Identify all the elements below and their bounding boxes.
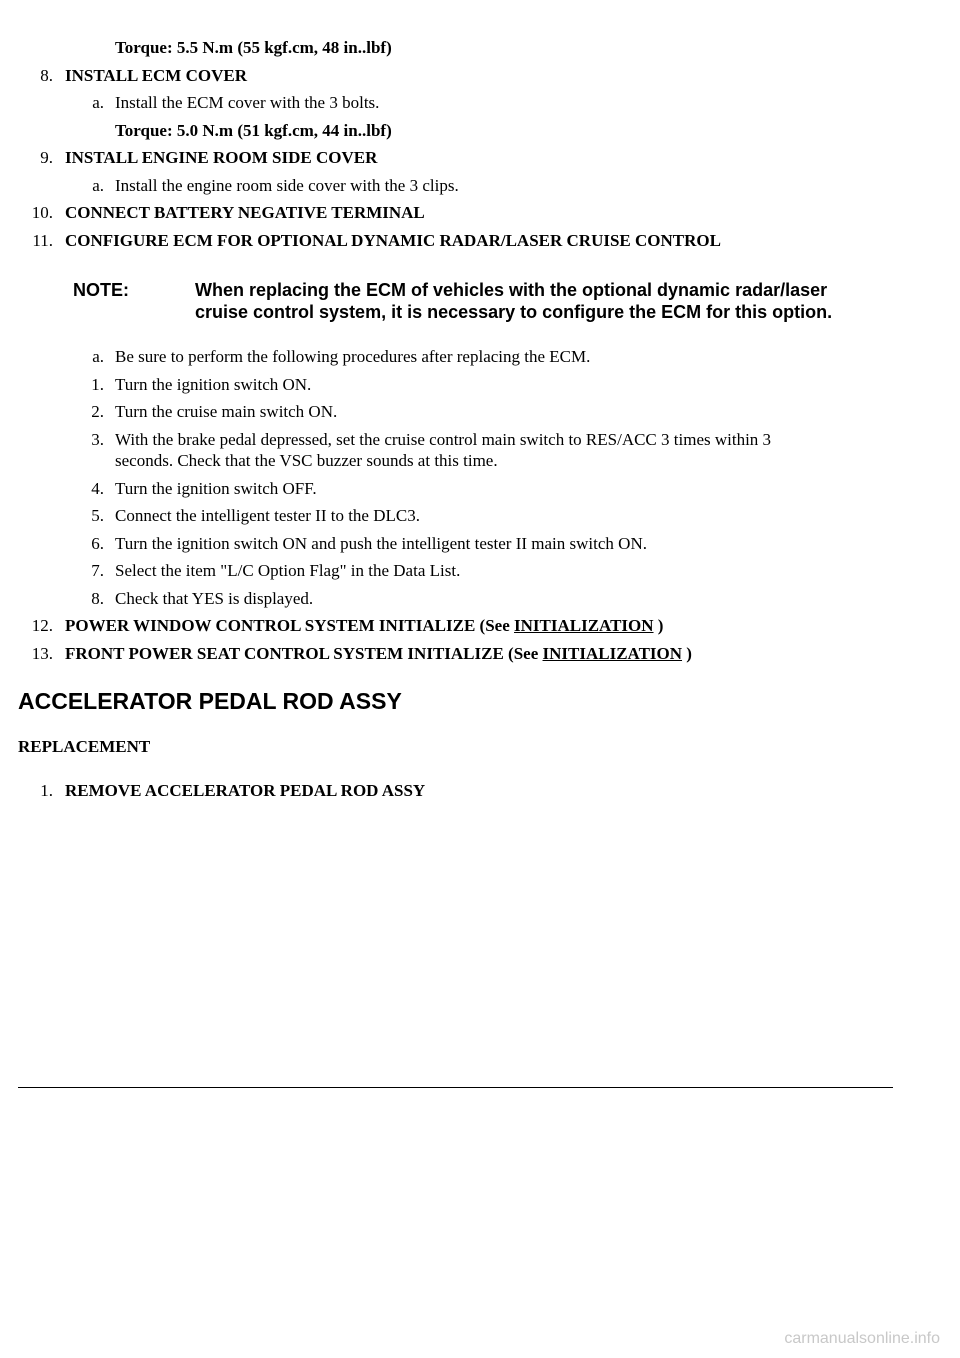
- substep-text-1: Turn the ignition switch ON.: [115, 375, 312, 394]
- substep-number-6: 6.: [91, 534, 104, 553]
- substep-number-7: 7.: [91, 561, 104, 580]
- step-13-suffix: ): [682, 644, 692, 663]
- substep-text-11a: Be sure to perform the following procedures after replacing the ECM.: [115, 347, 591, 366]
- substep-text-8a: Install the ECM cover with the 3 bolts.: [115, 93, 380, 112]
- substep-text-3: With the brake pedal depressed, set the cruise control main switch to RES/ACC 3 times within 3: [115, 430, 772, 449]
- note-label: NOTE:: [73, 280, 129, 300]
- step-number-8: 8.: [40, 66, 53, 85]
- torque-spec-5-5: Torque: 5.5 N.m (55 kgf.cm, 48 in..lbf): [115, 38, 392, 57]
- substep-number-3: 3.: [91, 430, 104, 449]
- section-subtitle: REPLACEMENT: [18, 737, 151, 756]
- section-title: ACCELERATOR PEDAL ROD ASSY: [18, 688, 402, 714]
- substep-text-6: Turn the ignition switch ON and push the intelligent tester II main switch ON.: [115, 534, 647, 553]
- step-heading-install-engine-room-side-cover: INSTALL ENGINE ROOM SIDE COVER: [65, 148, 378, 167]
- substep-letter-9a: a.: [92, 176, 104, 195]
- step-number-12: 12.: [31, 616, 53, 635]
- initialization-link-power-seat[interactable]: INITIALIZATION: [542, 644, 683, 663]
- step-number-13: 13.: [31, 644, 53, 663]
- step-number-1: 1.: [40, 781, 53, 800]
- step-13-prefix: FRONT POWER SEAT CONTROL SYSTEM INITIALIZE (See: [65, 644, 543, 663]
- watermark: carmanualsonline.info: [784, 1330, 940, 1347]
- substep-text-4: Turn the ignition switch OFF.: [115, 479, 317, 498]
- substep-number-1: 1.: [91, 375, 104, 394]
- initialization-link-power-window[interactable]: INITIALIZATION: [514, 616, 654, 635]
- step-heading-power-window: [65, 616, 663, 636]
- substep-number-5: 5.: [91, 506, 104, 525]
- torque-spec-5-0: Torque: 5.0 N.m (51 kgf.cm, 44 in..lbf): [115, 121, 392, 140]
- step-number-9: 9.: [40, 148, 53, 167]
- step-12-suffix: ): [653, 616, 664, 635]
- substep-number-4: 4.: [91, 479, 104, 498]
- step-12-prefix: POWER WINDOW CONTROL SYSTEM INITIALIZE (See: [65, 616, 515, 635]
- note-text: [195, 279, 832, 323]
- substep-number-8: 8.: [91, 589, 104, 608]
- note-line-2: cruise control system, it is necessary to configure the ECM for this option.: [195, 302, 833, 322]
- step-number-10: 10.: [31, 203, 53, 222]
- step-heading-remove-accelerator-pedal: REMOVE ACCELERATOR PEDAL ROD ASSY: [65, 781, 426, 800]
- substep-text-7: Select the item "L/C Option Flag" in the Data List.: [115, 561, 461, 580]
- substep-text-5: Connect the intelligent tester II to the DLC3.: [115, 506, 420, 525]
- substep-text-9a: Install the engine room side cover with the 3 clips.: [115, 176, 459, 195]
- substep-number-2: 2.: [91, 402, 104, 421]
- substep-letter-8a: a.: [92, 93, 104, 112]
- substep-letter-11a: a.: [92, 347, 104, 366]
- step-heading-install-ecm-cover: INSTALL ECM COVER: [65, 66, 247, 85]
- step-number-11: 11.: [32, 231, 53, 250]
- substep-text-8: Check that YES is displayed.: [115, 589, 314, 608]
- step-heading-power-seat: [65, 644, 692, 664]
- note-line-1: When replacing the ECM of vehicles with the optional dynamic radar/laser: [195, 280, 828, 300]
- substep-text-3-cont: seconds. Check that the VSC buzzer sounds at this time.: [115, 451, 498, 470]
- horizontal-rule: [18, 1087, 893, 1088]
- step-heading-connect-battery: CONNECT BATTERY NEGATIVE TERMINAL: [65, 203, 425, 222]
- step-heading-configure-ecm: CONFIGURE ECM FOR OPTIONAL DYNAMIC RADAR/LASER CRUISE CONTROL: [65, 231, 721, 250]
- substep-text-2: Turn the cruise main switch ON.: [115, 402, 338, 421]
